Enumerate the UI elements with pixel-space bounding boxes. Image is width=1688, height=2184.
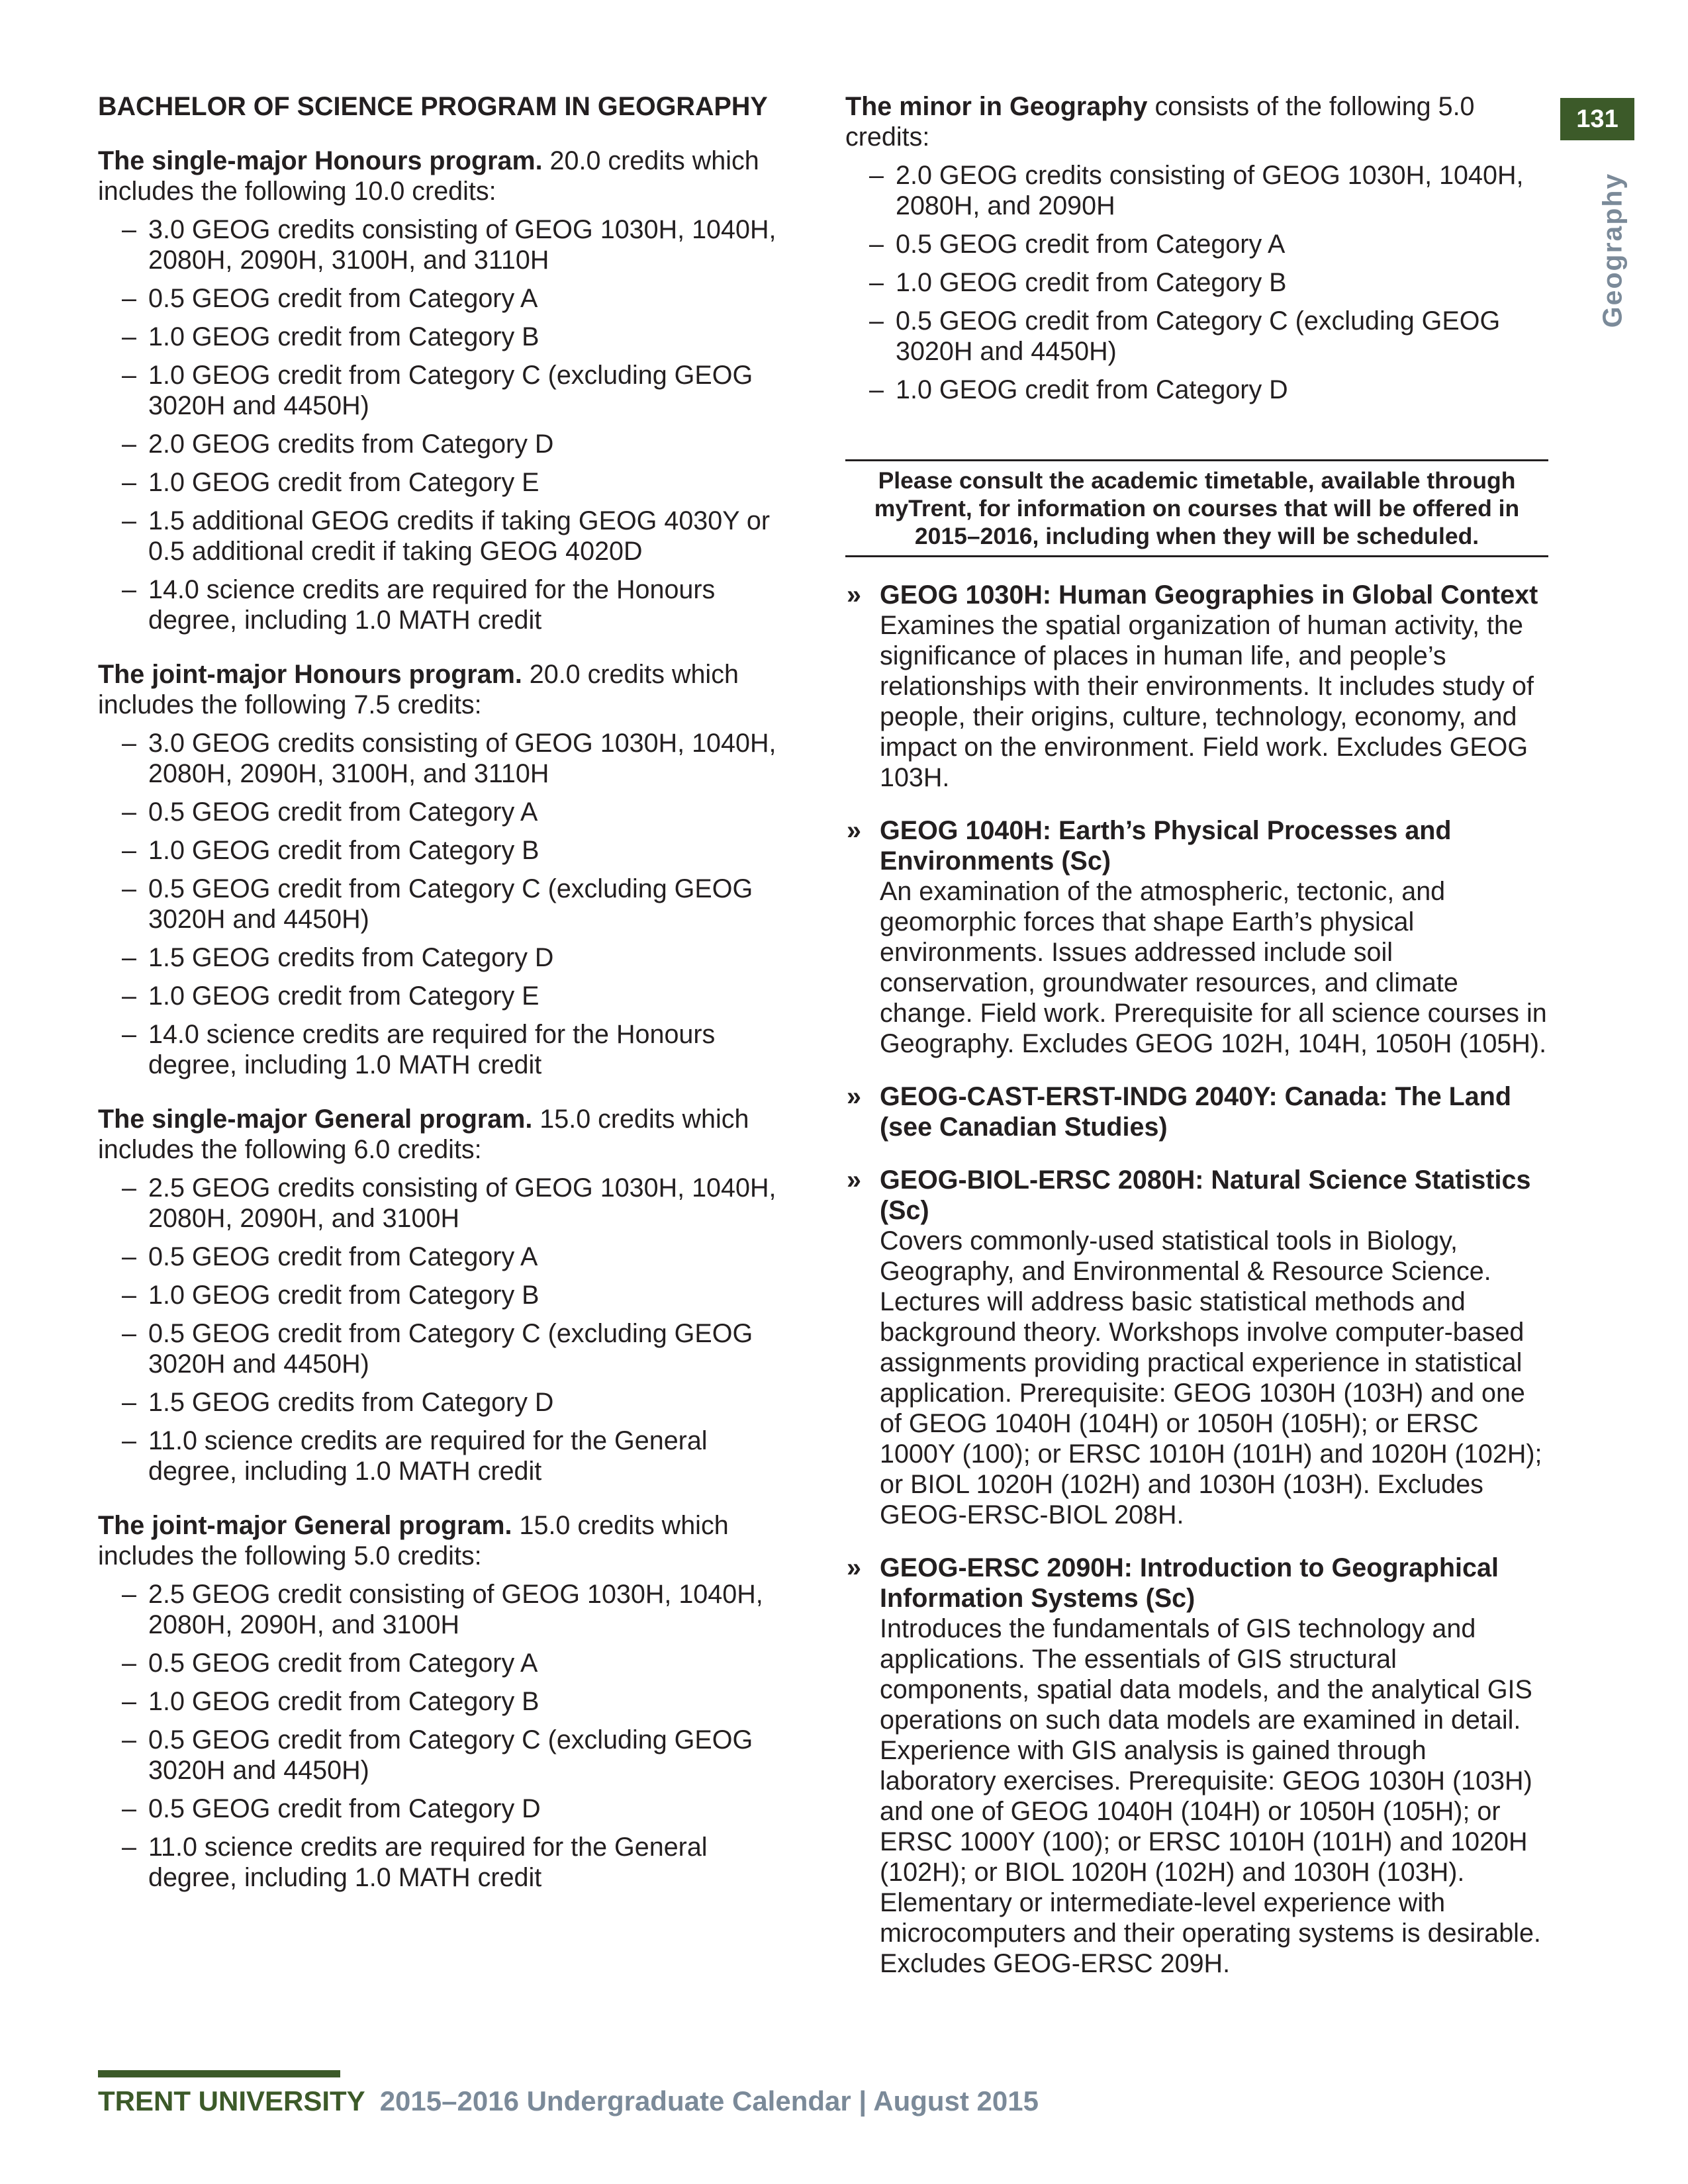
requirement-item: – 1.5 additional GEOG credits if taking GEOG 4030Y or 0.5 additional credit if taking GEOG 4020D xyxy=(122,506,770,566)
requirement-item: – 1.5 GEOG credits from Category D xyxy=(122,943,554,972)
program-credits: 15.0 credits which includes the following 6.0 credits: xyxy=(98,1105,749,1164)
program-heading: BACHELOR OF SCIENCE PROGRAM IN GEOGRAPHY xyxy=(98,92,768,121)
requirement-item: – 0.5 GEOG credit from Category D xyxy=(122,1794,541,1823)
program-title: The joint-major Honours program. xyxy=(98,660,522,689)
program-intro xyxy=(98,1510,793,1571)
requirement-item: – 1.0 GEOG credit from Category E xyxy=(122,468,539,497)
requirement-list xyxy=(98,214,793,635)
page-number: 131 xyxy=(1560,98,1634,140)
course-title: GEOG 1040H: Earth’s Physical Processes and Environments (Sc) xyxy=(880,816,1452,876)
right-column xyxy=(845,91,1548,2001)
requirement-list xyxy=(98,1579,793,1893)
course-title: GEOG-CAST-ERST-INDG 2040Y: Canada: The Land (see Canadian Studies) xyxy=(880,1082,1511,1142)
program-credits: 20.0 credits which includes the following 7.5 credits: xyxy=(98,660,739,719)
requirement-item: – 14.0 science credits are required for the Honours degree, including 1.0 MATH credit xyxy=(122,1020,716,1079)
program-intro xyxy=(98,146,793,206)
requirement-list xyxy=(98,1173,793,1486)
course-description: An examination of the atmospheric, tectonic, and geomorphic forces that shape Earth’s physical environments. Issues addressed include soil conservation, groundwater resources, and climate change. Field work. Prerequisite for all science courses in Geography. Excludes GEOG 102H, 104H, 1050H (105H). xyxy=(880,877,1547,1058)
requirement-item: – 0.5 GEOG credit from Category C (excluding GEOG 3020H and 4450H) xyxy=(122,1319,753,1379)
footer-rule xyxy=(98,2070,340,2077)
requirement-item: – 2.0 GEOG credits consisting of GEOG 1030H, 1040H, 2080H, and 2090H xyxy=(869,161,1524,220)
requirement-item: – 1.0 GEOG credit from Category B xyxy=(869,268,1287,297)
minor-title: The minor in Geography xyxy=(845,92,1148,121)
section-side-label: Geography xyxy=(1597,172,1628,328)
minor-credits: consists of the following 5.0 credits: xyxy=(845,92,1475,152)
program-section xyxy=(98,659,793,1080)
course-entry xyxy=(845,1165,1548,1530)
footer-university: TRENT UNIVERSITY xyxy=(98,2085,365,2116)
course-description: Introduces the fundamentals of GIS technology and applications. The essentials of GIS structural components, spatial data models, and the analytical GIS operations on such data models are examined in detail. Experience with GIS analysis is gained through laboratory exercises. Prerequisite: GEOG 1030H (103H) and one of GEOG 1040H (104H) or 1050H (105H); or ERSC 1000Y (100); or ERSC 1010H (101H) and 1020H (102H); or BIOL 1020H (102H) and 1030H (103H). Elementary or intermediate-level experience with microcomputers and their operating systems is desirable. Excludes GEOG-ERSC 209H. xyxy=(880,1614,1541,1978)
course-entry xyxy=(845,1553,1548,1979)
requirement-item: – 1.0 GEOG credit from Category B xyxy=(122,836,539,865)
requirement-item: – 2.5 GEOG credit consisting of GEOG 1030H, 1040H, 2080H, 2090H, and 3100H xyxy=(122,1580,763,1639)
left-column xyxy=(98,91,793,1917)
minor-section xyxy=(845,91,1548,405)
course-description: Covers commonly-used statistical tools in Biology, Geography, and Environmental & Resource Science. Lectures will address basic statistical methods and background theory. Workshops involve computer-based assignments providing practical experience in statistical application. Prerequisite: GEOG 1030H (103H) and one of GEOG 1040H (104H) or 1050H (105H); or ERSC 1000Y (100); or ERSC 1010H (101H) and 1020H (102H); or BIOL 1020H (102H) and 1030H (103H). Excludes GEOG-ERSC-BIOL 208H. xyxy=(880,1226,1542,1529)
course-entry xyxy=(845,580,1548,793)
requirement-item: – 0.5 GEOG credit from Category A xyxy=(122,1242,538,1271)
minor-intro xyxy=(845,91,1548,152)
requirement-item: – 1.0 GEOG credit from Category B xyxy=(122,1281,539,1310)
requirement-item: – 1.0 GEOG credit from Category B xyxy=(122,322,539,351)
program-section xyxy=(98,146,793,635)
requirement-item: – 0.5 GEOG credit from Category C (excluding GEOG 3020H and 4450H) xyxy=(122,874,753,934)
timetable-notice: Please consult the academic timetable, available through myTrent, for information on courses that will be offered in 2015–2016, including when they will be scheduled. xyxy=(845,459,1548,557)
requirement-list xyxy=(98,728,793,1080)
program-intro xyxy=(98,1104,793,1165)
requirement-item: – 0.5 GEOG credit from Category A xyxy=(122,797,538,827)
chevron-icon: » xyxy=(847,1553,861,1582)
chevron-icon: » xyxy=(847,580,861,610)
program-intro xyxy=(98,659,793,720)
footer-calendar: 2015–2016 Undergraduate Calendar | August 2015 xyxy=(379,2085,1039,2116)
requirement-item: – 1.0 GEOG credit from Category D xyxy=(869,375,1288,404)
chevron-icon: » xyxy=(847,1165,861,1195)
requirement-item: – 1.0 GEOG credit from Category C (excluding GEOG 3020H and 4450H) xyxy=(122,361,753,420)
program-section xyxy=(98,1104,793,1486)
requirement-item: – 2.5 GEOG credits consisting of GEOG 1030H, 1040H, 2080H, 2090H, and 3100H xyxy=(122,1173,776,1233)
requirement-item: – 11.0 science credits are required for the General degree, including 1.0 MATH credit xyxy=(122,1426,708,1486)
course-description: Examines the spatial organization of human activity, the significance of places in human life, and people’s relationships with their environments. It includes study of people, their origins, culture, technology, economy, and impact on the environment. Field work. Excludes GEOG 103H. xyxy=(880,611,1534,792)
requirement-item: – 3.0 GEOG credits consisting of GEOG 1030H, 1040H, 2080H, 2090H, 3100H, and 3110H xyxy=(122,729,776,788)
footer xyxy=(98,2083,1039,2119)
program-credits: 15.0 credits which includes the following 5.0 credits: xyxy=(98,1511,729,1570)
requirement-list xyxy=(845,160,1548,405)
requirement-item: – 0.5 GEOG credit from Category A xyxy=(122,1649,538,1678)
requirement-item: – 0.5 GEOG credit from Category A xyxy=(122,284,538,313)
course-title: GEOG 1030H: Human Geographies in Global Context xyxy=(880,580,1538,610)
requirement-item: – 0.5 GEOG credit from Category C (excluding GEOG 3020H and 4450H) xyxy=(869,306,1501,366)
requirement-item: – 1.0 GEOG credit from Category B xyxy=(122,1687,539,1716)
chevron-icon: » xyxy=(847,816,861,845)
course-entry xyxy=(845,1081,1548,1142)
requirement-item: – 0.5 GEOG credit from Category A xyxy=(869,230,1286,259)
program-section xyxy=(98,1510,793,1893)
program-title: The single-major Honours program. xyxy=(98,146,543,175)
requirement-item: – 1.5 GEOG credits from Category D xyxy=(122,1388,554,1417)
requirement-item: – 0.5 GEOG credit from Category C (excluding GEOG 3020H and 4450H) xyxy=(122,1725,753,1785)
course-title: GEOG-BIOL-ERSC 2080H: Natural Science Statistics (Sc) xyxy=(880,1165,1531,1225)
program-credits: 20.0 credits which includes the following 10.0 credits: xyxy=(98,146,759,206)
program-title: The single-major General program. xyxy=(98,1105,533,1134)
program-title: The joint-major General program. xyxy=(98,1511,512,1540)
chevron-icon: » xyxy=(847,1082,861,1111)
requirement-item: – 14.0 science credits are required for the Honours degree, including 1.0 MATH credit xyxy=(122,575,716,635)
requirement-item: – 11.0 science credits are required for the General degree, including 1.0 MATH credit xyxy=(122,1833,708,1892)
requirement-item: – 3.0 GEOG credits consisting of GEOG 1030H, 1040H, 2080H, 2090H, 3100H, and 3110H xyxy=(122,215,776,275)
requirement-item: – 2.0 GEOG credits from Category D xyxy=(122,430,554,459)
requirement-item: – 1.0 GEOG credit from Category E xyxy=(122,981,539,1011)
course-entry xyxy=(845,815,1548,1059)
course-title: GEOG-ERSC 2090H: Introduction to Geographical Information Systems (Sc) xyxy=(880,1553,1499,1613)
